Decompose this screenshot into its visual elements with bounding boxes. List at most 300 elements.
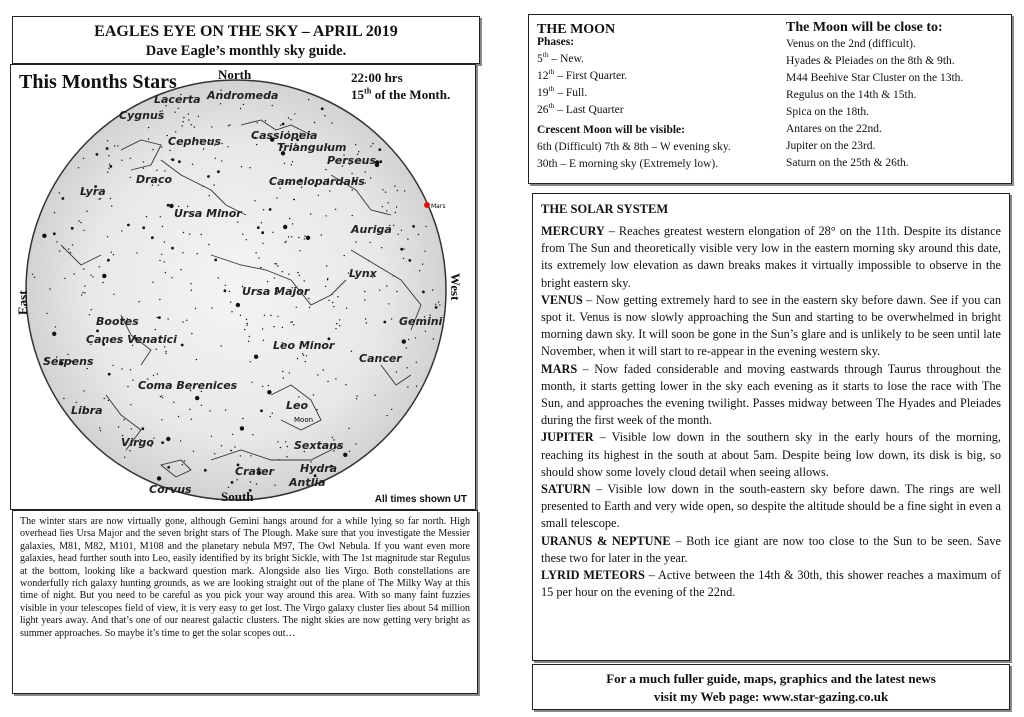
star <box>249 336 250 337</box>
star <box>305 361 306 362</box>
moon-close-column <box>786 19 1008 172</box>
star <box>46 313 47 314</box>
star <box>121 230 122 231</box>
star <box>42 234 46 238</box>
star <box>252 434 253 435</box>
star <box>178 160 181 163</box>
star <box>290 322 291 323</box>
star <box>317 374 318 375</box>
star <box>86 211 87 212</box>
star <box>151 236 154 239</box>
star <box>124 457 125 458</box>
star <box>182 321 183 322</box>
star <box>382 189 383 190</box>
star <box>331 122 332 123</box>
star <box>186 320 187 321</box>
star <box>209 410 210 411</box>
star <box>337 296 338 297</box>
star <box>262 386 263 387</box>
star <box>412 225 415 228</box>
phase-item: 26th – Last Quarter <box>537 101 624 116</box>
star <box>130 158 131 159</box>
map-time <box>351 69 450 103</box>
star <box>386 285 387 286</box>
star <box>273 326 274 327</box>
star <box>398 234 399 235</box>
star <box>365 171 366 172</box>
star <box>211 436 212 437</box>
star <box>74 273 75 274</box>
star <box>87 368 88 369</box>
star <box>191 124 192 125</box>
star <box>78 167 79 168</box>
star <box>100 198 101 199</box>
constellation-hydra: Hydra <box>300 462 338 475</box>
star <box>370 146 371 147</box>
star <box>175 131 176 132</box>
star <box>59 250 60 251</box>
star <box>366 322 367 323</box>
direction-west: West <box>448 273 463 301</box>
crescent-morning: 30th – E morning sky (Extremely low). <box>537 158 719 170</box>
star <box>284 242 285 243</box>
star <box>236 303 240 307</box>
star <box>80 222 81 223</box>
star <box>241 166 242 167</box>
star <box>416 386 417 387</box>
star <box>272 105 273 106</box>
star <box>290 119 291 120</box>
star <box>265 120 266 121</box>
constellation-ursa-major: Ursa Major <box>242 285 310 298</box>
star <box>169 150 170 151</box>
star <box>164 261 165 262</box>
map-heading: This Months Stars <box>19 71 177 93</box>
star <box>56 241 57 242</box>
star <box>370 242 371 243</box>
star <box>108 155 109 156</box>
saturn-paragraph: SATURN – Visible low down in the south-eastern sky before dawn. The rings are well presented to Earth and very wide open, so despite the altitude should be a fine sight in even a small telescope. <box>541 482 1001 531</box>
star <box>166 437 170 441</box>
star <box>246 325 247 326</box>
star <box>161 419 162 420</box>
star <box>348 428 349 429</box>
star <box>257 226 260 229</box>
star <box>148 127 149 128</box>
star <box>160 216 161 217</box>
star <box>111 205 112 206</box>
star <box>81 294 82 295</box>
star <box>118 426 119 427</box>
star <box>383 321 386 324</box>
star <box>89 314 90 315</box>
star <box>121 160 122 161</box>
star <box>313 394 314 395</box>
star <box>127 386 128 387</box>
star <box>382 206 383 207</box>
star <box>165 272 166 273</box>
star <box>291 164 292 165</box>
star <box>171 277 172 278</box>
crescent-label: Crescent Moon will be visible: <box>537 124 685 136</box>
star <box>114 145 115 146</box>
star <box>372 143 373 144</box>
star <box>108 168 109 169</box>
star <box>106 147 109 150</box>
star <box>152 149 153 150</box>
star <box>109 165 112 168</box>
star <box>96 153 99 156</box>
star <box>284 225 285 226</box>
star <box>232 434 233 435</box>
footer-web-link[interactable]: visit my Web page: www.star-gazing.co.uk <box>653 689 889 704</box>
star <box>160 396 161 397</box>
star <box>400 248 403 251</box>
close-item: M44 Beehive Star Cluster on the 13th. <box>786 72 964 84</box>
star <box>327 279 328 280</box>
star <box>49 288 50 289</box>
footer-line-1: For a much fuller guide, maps, graphics and the latest news <box>606 671 936 686</box>
star <box>256 144 257 145</box>
star <box>326 265 327 266</box>
star <box>240 455 241 456</box>
star <box>153 375 154 376</box>
star <box>83 390 84 391</box>
star <box>217 170 220 173</box>
close-item: Regulus on the 14th & 15th. <box>786 89 917 101</box>
constellation-canes-venatici: Canes Venatici <box>86 333 177 346</box>
star <box>164 346 165 347</box>
star <box>204 469 207 472</box>
star <box>296 307 297 308</box>
sky-disc <box>26 80 446 500</box>
star <box>381 247 382 248</box>
star <box>214 259 217 262</box>
star <box>328 300 329 301</box>
star <box>288 274 289 275</box>
star <box>408 259 411 262</box>
star <box>175 112 176 113</box>
star <box>321 107 324 110</box>
star <box>161 441 164 444</box>
star <box>355 241 356 242</box>
star <box>251 382 252 383</box>
star <box>407 386 408 387</box>
star <box>264 315 265 316</box>
footer-box <box>532 664 1010 710</box>
star <box>438 302 439 303</box>
constellation-gemini: Gemini <box>399 315 443 328</box>
star <box>401 230 402 231</box>
star <box>407 367 408 368</box>
star <box>221 143 222 144</box>
close-item: Saturn on the 25th & 26th. <box>786 157 909 169</box>
star <box>396 291 397 292</box>
star <box>351 173 352 174</box>
star <box>425 331 426 332</box>
star <box>352 189 353 190</box>
star <box>130 369 131 370</box>
constellation-crater: Crater <box>235 465 275 478</box>
star <box>59 192 60 193</box>
star <box>280 447 281 448</box>
star <box>121 368 122 369</box>
star <box>262 328 263 329</box>
star <box>236 479 237 480</box>
star <box>157 476 161 480</box>
star <box>355 144 356 145</box>
star <box>195 308 196 309</box>
star <box>269 208 272 211</box>
constellation-lynx: Lynx <box>349 267 377 280</box>
star <box>422 264 423 265</box>
star <box>209 195 210 196</box>
star <box>299 250 300 251</box>
star <box>96 330 99 333</box>
constellation-leo-minor: Leo Minor <box>273 339 335 352</box>
star <box>178 108 179 109</box>
star <box>138 301 139 302</box>
constellation-virgo: Virgo <box>121 436 154 449</box>
star <box>403 258 404 259</box>
star <box>164 170 165 171</box>
star <box>396 371 397 372</box>
star <box>355 443 356 444</box>
star <box>297 272 298 273</box>
uranus-neptune-paragraph: URANUS & NEPTUNE – Both ice giant are now too close to the Sun to be seen. Save these two for later in the year. <box>541 533 1001 565</box>
map-times-note: All times shown UT <box>374 494 467 505</box>
star <box>276 197 277 198</box>
star <box>188 119 189 120</box>
constellation-camelopardalis: Camelopardalis <box>269 175 365 188</box>
phase-item: 12th – First Quarter. <box>537 67 628 82</box>
star <box>339 319 340 320</box>
star <box>250 167 251 168</box>
star <box>240 426 244 430</box>
star <box>425 226 426 227</box>
star <box>189 409 190 410</box>
star <box>393 225 394 226</box>
star <box>104 398 105 399</box>
star <box>244 329 245 330</box>
star <box>157 373 158 374</box>
star <box>229 291 230 292</box>
star <box>408 339 409 340</box>
lyrid-paragraph: LYRID METEORS – Active between the 14th & 30th, this shower reaches a maximum of 15 per hour on the evening of the 22nd. <box>541 568 1002 600</box>
star <box>289 218 290 219</box>
direction-south: South <box>221 489 254 504</box>
star <box>225 285 226 286</box>
star <box>285 441 286 442</box>
star <box>184 460 185 461</box>
star <box>148 138 149 139</box>
direction-east: East <box>15 290 30 315</box>
star <box>129 450 130 451</box>
star <box>102 282 103 283</box>
star <box>159 260 160 261</box>
star <box>298 237 299 238</box>
star <box>351 351 352 352</box>
star <box>294 113 295 114</box>
star <box>324 115 325 116</box>
star <box>152 282 153 283</box>
star <box>424 251 425 252</box>
star <box>117 145 118 146</box>
star <box>164 241 165 242</box>
star <box>215 158 216 159</box>
star <box>183 117 184 118</box>
star <box>83 230 84 231</box>
star <box>230 450 231 451</box>
star <box>258 257 259 258</box>
star <box>224 289 227 292</box>
star <box>225 409 226 410</box>
intro-paragraph: The winter stars are now virtually gone, although Gemini hangs around for a while lying so far north. High overhead lies Ursa Major and the seven bright stars of The Plough. Make sure that you investigate the Messier galaxies, M81, M82, M101, M108 and the planetary nebula M97, The Owl Nebula. If you want even more galaxies, head further south into Leo, easily identified by its bright Sickle, with The 1st magnitude star Regulus at the bottom, looking like a backward question mark. Alongside also lies Virgo. Both constellations are wonderfully rich galaxy hunting grounds, as we are looking straight out of the plane of The Milky Way at this time of night. But you need to be careful as you pick your way around this area. With so many faint fuzzies visible in your telescopes field of view, it is very easy to get lost. The Virgo galaxy cluster lies about 54 million light years away. And that’s one of our nearest galactic clusters. The night skies are now getting very bright as summer approaches. So maybe it’s time to get the solar scopes out… <box>20 516 470 639</box>
star <box>250 361 251 362</box>
star <box>107 140 108 141</box>
moon-title: THE MOON <box>537 22 616 37</box>
star <box>230 302 231 303</box>
star <box>302 353 303 354</box>
star <box>229 124 230 125</box>
star <box>112 365 113 366</box>
constellation-serpens: Serpens <box>43 355 94 368</box>
star <box>192 164 193 165</box>
star <box>193 451 194 452</box>
star <box>314 122 315 123</box>
star <box>218 277 219 278</box>
star <box>310 213 311 214</box>
star <box>293 324 294 325</box>
star <box>317 409 318 410</box>
star <box>274 277 275 278</box>
star <box>254 355 258 359</box>
star <box>346 308 347 309</box>
star <box>250 481 251 482</box>
star <box>364 299 365 300</box>
star <box>99 266 100 267</box>
star <box>274 263 275 264</box>
star <box>335 378 336 379</box>
star <box>34 277 35 278</box>
star <box>213 184 214 185</box>
star <box>263 209 264 210</box>
star <box>53 232 56 235</box>
star <box>262 243 263 244</box>
star <box>143 168 144 169</box>
star <box>182 125 183 126</box>
star <box>231 311 232 312</box>
star <box>162 226 163 227</box>
star <box>161 395 162 396</box>
star <box>221 345 222 346</box>
star <box>289 372 290 373</box>
star <box>284 163 285 164</box>
star <box>243 104 244 105</box>
star <box>55 326 56 327</box>
constellation-sextans: Sextans <box>294 439 344 452</box>
star <box>130 404 131 405</box>
constellation-perseus: Perseus <box>327 154 377 167</box>
star <box>201 405 202 406</box>
star <box>78 220 79 221</box>
venus-paragraph: VENUS – Now getting extremely hard to see in the eastern sky before dawn. See if you can spot it. Venus is now slowly approaching the Sun and starting to be overwhelmed in bright morning dawn sky. It will soon be gone in the Sun’s glare and is unlikely to be seen until late November, when it will start to re-appear in the evening western sky. <box>541 292 1001 359</box>
star <box>277 316 278 317</box>
close-item: Jupiter on the 23rd. <box>786 140 876 152</box>
star <box>260 267 261 268</box>
star <box>167 204 170 207</box>
star <box>329 190 330 191</box>
star <box>102 274 106 278</box>
star <box>109 164 110 165</box>
star <box>156 349 157 350</box>
star <box>276 263 277 264</box>
crescent-evening: 6th (Difficult) 7th & 8th – W evening sky. <box>537 141 731 153</box>
star <box>257 122 258 123</box>
solar-title: THE SOLAR SYSTEM <box>541 202 669 216</box>
star <box>156 170 157 171</box>
star <box>198 116 199 117</box>
constellation-bootes: Bootes <box>96 315 139 328</box>
star <box>404 190 405 191</box>
constellation-cygnus: Cygnus <box>119 109 165 122</box>
star <box>191 333 192 334</box>
star <box>270 416 271 417</box>
star <box>391 409 392 410</box>
star <box>267 390 271 394</box>
star <box>110 198 111 199</box>
star <box>100 430 101 431</box>
star <box>358 151 359 152</box>
star <box>344 255 345 256</box>
star <box>282 271 283 272</box>
star <box>287 446 288 447</box>
phase-item: 5th – New. <box>537 50 584 65</box>
star <box>255 252 256 253</box>
intro-text-box <box>12 510 478 694</box>
star <box>201 234 202 235</box>
star <box>406 347 407 348</box>
star <box>180 269 181 270</box>
star <box>92 276 93 277</box>
title-box <box>12 16 480 64</box>
star-map-panel <box>10 64 476 510</box>
star <box>141 427 144 430</box>
star <box>52 332 56 336</box>
star <box>64 278 65 279</box>
constellation-lacerta: Lacerta <box>154 93 201 106</box>
star <box>111 252 112 253</box>
star <box>388 303 389 304</box>
star <box>395 212 396 213</box>
star <box>54 212 55 213</box>
star <box>292 161 293 162</box>
star <box>306 355 307 356</box>
star <box>165 353 166 354</box>
constellation-cancer: Cancer <box>359 352 402 365</box>
mars-label: Mars <box>431 203 446 210</box>
star-map-chart <box>11 65 477 511</box>
star <box>132 380 133 381</box>
star <box>190 283 191 284</box>
constellation-coma-berenices: Coma Berenices <box>138 379 238 392</box>
star <box>68 248 69 249</box>
star <box>214 453 215 454</box>
star <box>308 99 309 100</box>
star <box>379 290 380 291</box>
star <box>335 328 336 329</box>
constellation-leo: Leo <box>286 399 309 412</box>
